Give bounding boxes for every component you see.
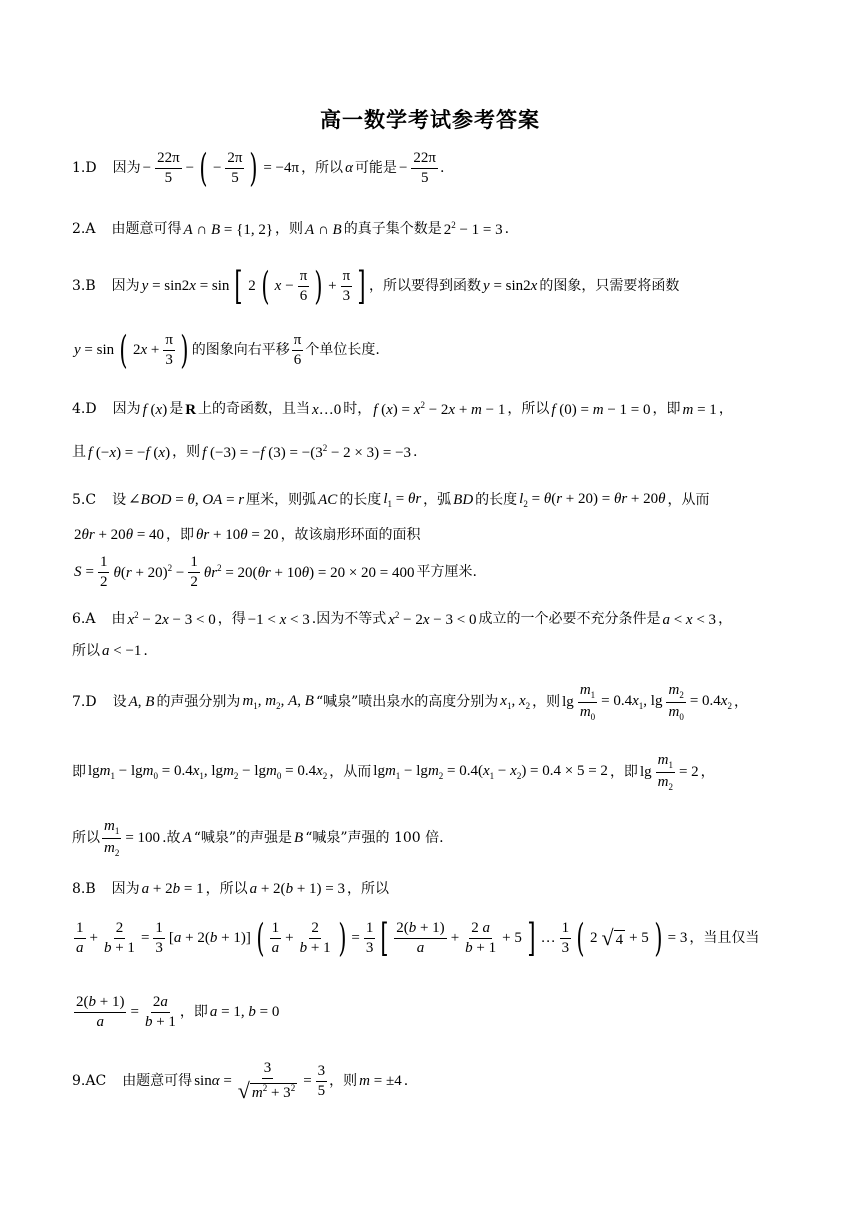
answer-number: 7.D — [72, 693, 97, 710]
answer-number: 6.A — [72, 611, 96, 628]
answer-item-4: 4.D 因为 f (x) 是 R 上的奇函数，且当 x…0 时， f $(x) = x^2 - 2x + m - 1$ ，所以 f (0) = m − 1 = 0 ，即 m = 1 ， — [72, 400, 733, 418]
answer-item-8-formula: $\frac{1}{a}$ + $\frac{2}{b + 1}$ = $\frac{1}{3}$ [a + 2(b + 1)] ( $\frac{1}{a}$ + $\frac{2}{b + 1}$ ) = $\frac{1}{3}$ [ $\frac{2(b + 1)}{a}$ + $\frac{2 a}{b + 1}$ + 5 ] … $\frac{1}{3}$ ( 2 √ 4 + 5 ) = 3 ，当且仅当 — [76, 915, 760, 960]
page-title: 高一数学考试参考答案 — [320, 108, 540, 132]
answer-item-4-cont: 且 f (−x) = −f (x) ，则 f (−3) = −f $(3) = -(3^2 - 2 \times 3) = -3$ . — [72, 443, 418, 461]
answer-item-7: 7.D 设 A, B 的声强分别为 $m_1$, $m_2$, A, B “喊泉”喷出泉水的高度分别为 $x_1$, $x_2$ ，则 lg $\frac{m_1}{m_0}$ = $0.4x_1$, lg $\frac{m_2}{m_0}$ = $0.4x_2$ ， — [72, 682, 748, 722]
answer-item-6: 6.A 由 $x^2 - 2x - 3 < 0$ ，得 −1 < x < 3 .因为不等式 $x^2 - 2x - 3 < 0$ 成立的一个必要不充分条件是 a < x < 3 ， — [72, 610, 733, 628]
answer-item-7-cont: 即 $\lg m_1 - \lg m_0 = 0.4x_1$, $\lg m_2 - \lg m_0 = 0.4x_2$ ，从而 $\lg m_1 - \lg m_2 = 0.4(x_1 - x_2) = 0.4 \times 5 = 2$ ，即 lg $\frac{m_1}{m_2}$ = 2 ， — [72, 752, 715, 792]
answer-item-3-cont: y = sin ( 2x + $\frac{\pi}{3}$ ) 的图象向右平移 $\frac{\pi}{6}$ 个单位长度. — [74, 327, 380, 372]
answer-item-8-end: $\frac{2(b + 1)}{a}$ = $\frac{2a}{b + 1}$ ，即 a = 1, b = 0 — [76, 994, 280, 1030]
answer-item-2: 2.A 由题意可得 A ∩ B = {1, 2} ，则 A ∩ B 的真子集个数是 $2^2 - 1 = 3$ . — [72, 220, 510, 238]
answer-number: 3.B — [72, 277, 96, 294]
answer-number: 5.C — [72, 491, 97, 508]
answer-item-5-cont: 2θr + 20θ = 40 ，即 θr + 10θ = 20 ，故该扇形环面的面积 — [74, 526, 421, 543]
answer-number: 2.A — [72, 221, 96, 238]
answer-item-7-end: 所以 $\frac{m_1}{m_2}$ = 100 .故 A “喊泉”的声强是 B “喊泉”声强的 100 倍. — [72, 818, 444, 858]
answer-item-1: 1.D 因为 − $\frac{22\pi}{5}$ − ( − $\frac{2\pi}{5}$ ) = −4π ，所以 α 可能是 − $\frac{22\pi}{5}$ . — [72, 145, 445, 190]
answer-item-8: 8.B 因为 a + 2b = 1 ，所以 a + 2(b + 1) = 3 ，所以 — [72, 880, 389, 897]
answer-item-6-cont: 所以 a < −1 . — [72, 642, 148, 659]
answer-item-5: 5.C 设 ∠BOD = θ, OA = r 厘米，则弧 AC 的长度 $l_1 = \theta r$ ，弧 BD 的长度 $l_2 = \theta(r + 20) = \theta r + 20\theta$ ，从而 — [72, 491, 710, 509]
answer-number: 1.D — [72, 159, 97, 176]
answer-number: 4.D — [72, 401, 97, 418]
answer-item-3: 3.B 因为 y = sin2x = sin [ 2 ( x − $\frac{\pi}{6}$ ) + $\frac{\pi}{3}$ ] ，所以要得到函数 y = sin2x 的图象，只需要将函数 — [72, 263, 680, 308]
answer-item-5-formula: S = $\frac{1}{2}$ $\theta(r + 20)^2$ − $\frac{1}{2}$ $\theta r^2 = 20(\theta r + 10\theta) = 20 \times 20 = 400$ 平方厘米. — [74, 554, 477, 590]
answer-number: 8.B — [72, 880, 96, 897]
answer-item-9: 9.AC 由题意可得 sinα = 3 √ $m^2 + 3^2$ = $\frac{3}{5}$ ，则 m = ±4 . — [72, 1060, 409, 1103]
answer-number: 9.AC — [72, 1072, 107, 1089]
